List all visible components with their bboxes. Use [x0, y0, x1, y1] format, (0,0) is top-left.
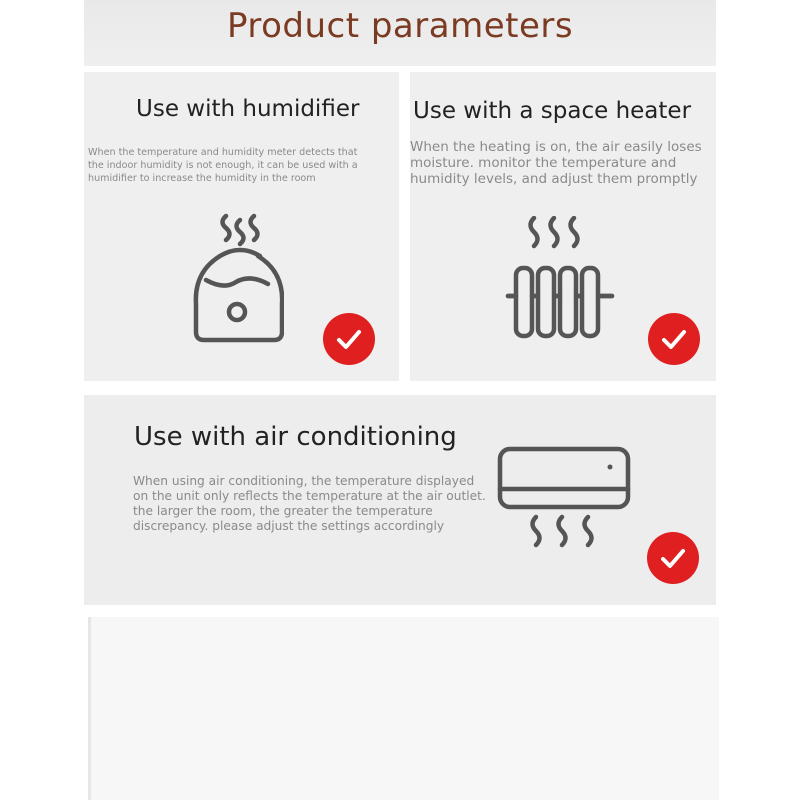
space-heater-icon: [504, 216, 616, 340]
card-air-conditioning: [84, 395, 716, 605]
blank-panel: [88, 617, 719, 800]
card-description: When the temperature and humidity meter detects that the indoor humidity is not enough, it can be used with a humidifier to increase the humidity in the room: [88, 147, 358, 184]
page-title: Product parameters: [226, 6, 574, 46]
product-parameters-page: [84, 0, 716, 800]
air-conditioner-icon: [496, 445, 636, 555]
check-badge: [647, 532, 699, 584]
card-description: When the heating is on, the air easily loses moisture. monitor the temperature and humidity levels, and adjust them promptly: [410, 139, 702, 187]
header: [84, 0, 716, 66]
check-badge: [648, 313, 700, 365]
card-title: Use with humidifier: [136, 96, 360, 122]
card-humidifier: [84, 72, 399, 381]
card-title: Use with air conditioning: [134, 422, 457, 452]
card-space-heater: [410, 72, 716, 381]
check-badge: [323, 313, 375, 365]
check-icon: [658, 543, 688, 573]
card-description: When using air conditioning, the temperature displayed on the unit only reflects the temperature at the air outlet. the larger the room, the greater the temperature discrepancy. please adjust the settings accordingly: [133, 474, 486, 533]
card-title: Use with a space heater: [413, 98, 692, 124]
humidifier-icon: [190, 210, 284, 346]
check-icon: [659, 324, 689, 354]
check-icon: [334, 324, 364, 354]
